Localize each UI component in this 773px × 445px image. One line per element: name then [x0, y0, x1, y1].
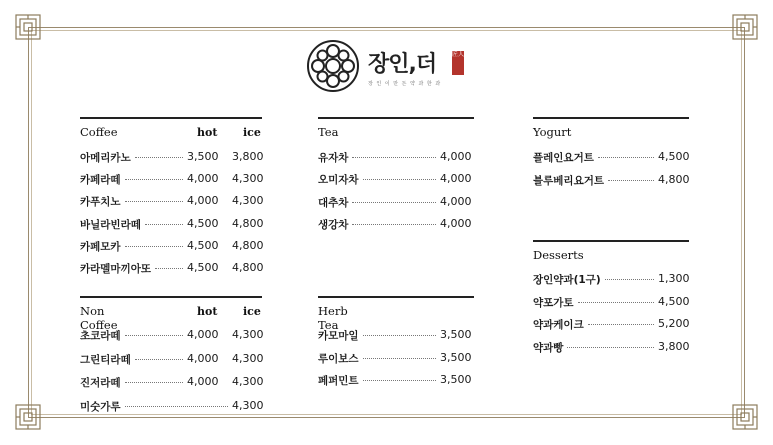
menu-item-name: 오미자차	[318, 174, 359, 187]
menu-item-row	[80, 328, 262, 342]
menu-item-row	[318, 195, 472, 209]
section-title: Non Coffee	[80, 304, 118, 332]
menu-item-price: 4,500	[658, 294, 690, 308]
menu-item-price-hot: 3,500	[187, 150, 219, 163]
menu-item-price-hot: 4,000	[187, 375, 219, 388]
dotted-leader	[608, 180, 654, 181]
menu-item-name: 페퍼민트	[318, 375, 359, 387]
menu-item-row	[533, 173, 689, 187]
menu-item-price-ice: 4,300	[232, 194, 264, 208]
menu-item-row	[533, 317, 689, 331]
menu-item-row	[318, 328, 472, 342]
dotted-leader	[567, 347, 654, 348]
menu-item-price: 4,000	[440, 194, 472, 208]
menu-item-name: 미숫가루	[80, 400, 121, 413]
dotted-leader	[352, 202, 436, 203]
menu-item-price-ice: 3,800	[232, 150, 264, 163]
menu-item-row	[80, 399, 262, 413]
menu-item-price: 4,800	[658, 172, 690, 186]
menu-item-name: 대추차	[318, 196, 349, 209]
menu-item-price-ice: 4,300	[232, 398, 264, 412]
menu-item-price-ice: 4,800	[232, 261, 264, 274]
menu-item-price-hot: 4,500	[187, 238, 219, 252]
menu-item-row	[318, 172, 472, 186]
menu-item-price-hot: 4,000	[187, 351, 219, 365]
menu-item-name: 바닐라빈라떼	[80, 218, 141, 231]
section-rule	[80, 117, 262, 119]
menu-item-price: 3,800	[658, 340, 690, 354]
dotted-leader	[125, 406, 228, 407]
dotted-leader	[125, 179, 183, 180]
menu-item-row	[80, 352, 262, 366]
dotted-leader	[145, 224, 183, 225]
section-title: Herb Tea	[318, 304, 348, 332]
dotted-leader	[352, 157, 436, 158]
menu-item-price-ice: 4,300	[232, 375, 264, 388]
corner-ornament-top-right	[732, 14, 758, 40]
menu-item-price-ice: 4,800	[232, 216, 264, 230]
menu-item-row	[533, 340, 689, 354]
section-rule	[533, 117, 689, 119]
dotted-leader	[598, 157, 654, 158]
dotted-leader	[155, 268, 183, 269]
menu-item-name: 카라멜마끼아또	[80, 263, 152, 275]
menu-item-row	[318, 150, 472, 164]
column-hot-label: hot	[197, 305, 218, 318]
dotted-leader	[363, 380, 436, 381]
dotted-leader	[588, 324, 654, 325]
menu-item-row	[533, 295, 689, 309]
corner-ornament-top-left	[15, 14, 41, 40]
brand-logo	[305, 38, 470, 94]
section-rule	[318, 117, 474, 119]
menu-item-name: 그린티라떼	[80, 353, 131, 366]
menu-item-price: 4,000	[440, 172, 472, 186]
menu-item-row	[80, 217, 262, 231]
brand-seal: 匠人	[452, 51, 464, 75]
menu-item-price-hot: 4,500	[187, 216, 219, 230]
menu-item-name: 블루베리요거트	[533, 174, 605, 187]
menu-item-price: 3,500	[440, 328, 472, 341]
menu-item-name: 카모마일	[318, 330, 359, 342]
menu-item-row	[80, 261, 262, 275]
section-title: Desserts	[533, 248, 584, 262]
menu-item-name: 카페모카	[80, 240, 121, 253]
menu-item-price-ice: 4,300	[232, 172, 264, 186]
flower-emblem-icon	[305, 38, 361, 94]
menu-item-name: 약과빵	[533, 342, 564, 355]
menu-item-row	[318, 351, 472, 365]
column-ice-label: ice	[243, 305, 261, 318]
menu-item-row	[533, 272, 689, 286]
menu-item-price: 1,300	[658, 272, 690, 285]
menu-item-price-hot: 4,000	[187, 328, 219, 341]
menu-item-name: 플레인요거트	[533, 152, 594, 164]
menu-item-price: 4,000	[440, 216, 472, 230]
menu-item-price: 5,200	[658, 317, 690, 331]
dotted-leader	[363, 358, 436, 359]
menu-item-price: 3,500	[440, 350, 472, 364]
menu-item-name: 생강차	[318, 218, 349, 231]
dotted-leader	[352, 224, 436, 225]
dotted-leader	[125, 201, 183, 202]
section-title: Tea	[318, 125, 339, 139]
corner-ornament-bottom-right	[732, 404, 758, 430]
menu-item-name: 약포가토	[533, 296, 574, 309]
menu-item-price-hot: 4,000	[187, 194, 219, 208]
menu-item-row	[80, 375, 262, 389]
dotted-leader	[605, 279, 654, 280]
menu-item-row	[80, 194, 262, 208]
menu-item-name: 초코라떼	[80, 330, 121, 342]
menu-item-name: 장인약과(1구)	[533, 274, 601, 286]
dotted-leader	[363, 179, 436, 180]
menu-item-row	[533, 150, 689, 164]
menu-item-name: 루이보스	[318, 352, 359, 365]
dotted-leader	[363, 335, 436, 336]
menu-item-row	[80, 150, 262, 164]
dotted-leader	[125, 335, 183, 336]
menu-item-price-hot: 4,000	[187, 172, 219, 186]
section-rule	[533, 240, 689, 242]
dotted-leader	[135, 359, 183, 360]
menu-item-name: 약과케이크	[533, 319, 584, 332]
corner-ornament-bottom-left	[15, 404, 41, 430]
dotted-leader	[125, 382, 183, 383]
brand-tagline: 장 인 이 만 든 약 과 한 과	[368, 81, 442, 87]
column-hot-label: hot	[197, 126, 218, 139]
menu-item-name: 유자차	[318, 152, 349, 164]
menu-item-price-ice: 4,300	[232, 328, 264, 341]
menu-item-price-ice: 4,300	[232, 351, 264, 365]
menu-item-row	[80, 172, 262, 186]
menu-item-row	[80, 239, 262, 253]
menu-item-row	[318, 217, 472, 231]
brand-name: 장인,더	[368, 52, 437, 77]
section-title: Coffee	[80, 125, 118, 139]
menu-item-price-hot: 4,500	[187, 261, 219, 274]
menu-item-row	[318, 373, 472, 387]
section-rule	[318, 296, 474, 298]
section-title: Yogurt	[533, 125, 572, 139]
menu-item-name: 카푸치노	[80, 196, 121, 209]
menu-item-price: 4,500	[658, 150, 690, 163]
menu-item-name: 카페라떼	[80, 174, 121, 187]
menu-item-price-ice: 4,800	[232, 238, 264, 252]
menu-item-price: 4,000	[440, 150, 472, 163]
dotted-leader	[578, 302, 654, 303]
menu-item-name: 진저라떼	[80, 377, 121, 389]
section-rule	[80, 296, 262, 298]
column-ice-label: ice	[243, 126, 261, 139]
menu-item-name: 아메리카노	[80, 152, 131, 164]
dotted-leader	[125, 246, 183, 247]
menu-item-price: 3,500	[440, 373, 472, 386]
dotted-leader	[135, 157, 183, 158]
